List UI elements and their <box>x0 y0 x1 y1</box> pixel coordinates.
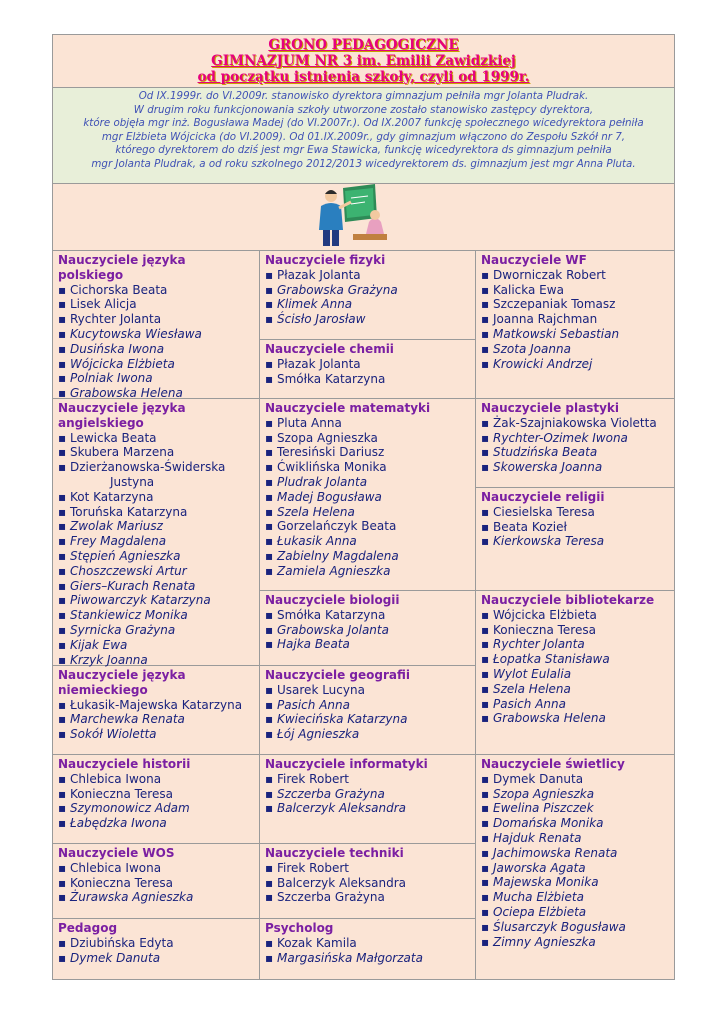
list-item: ▪ Szela Helena <box>481 682 674 697</box>
list-item: ▪ Usarek Lucyna <box>265 683 475 698</box>
list-item: ▪ Toruńska Katarzyna <box>58 505 259 520</box>
history-line: Od IX.1999r. do VI.2009r. stanowisko dyrektora gimnazjum pełniła mgr Jolanta Pludrak. <box>138 90 589 102</box>
list-item: ▪ Krzyk Joanna <box>58 653 259 668</box>
teacher-list <box>58 861 259 905</box>
list-item: ▪ Piwowarczyk Katarzyna <box>58 593 259 608</box>
list-item: ▪ Kierkowska Teresa <box>481 534 674 549</box>
list-item: ▪ Ścisło Jarosław <box>265 312 475 327</box>
section-niemiecki <box>53 666 259 755</box>
history-line: którego dyrektorem do dziś jest mgr Ewa Stawicka, funkcję wicedyrektora ds gimnazjum pełniła <box>115 144 612 156</box>
list-item: ▪ Ewelina Piszczek <box>481 801 674 816</box>
list-item: ▪ Chlebica Iwona <box>58 772 259 787</box>
list-item: ▪ Skowerska Joanna <box>481 460 674 475</box>
list-item: ▪ Beata Kozieł <box>481 520 674 535</box>
teacher-list <box>58 936 259 966</box>
section-historia <box>53 755 259 844</box>
section-title: Nauczyciele języka polskiego <box>58 253 186 282</box>
list-item: ▪ Hajka Beata <box>265 637 475 652</box>
list-item: ▪ Chlebica Iwona <box>58 861 259 876</box>
teacher-list <box>481 416 674 475</box>
list-item: ▪ Łukasik Anna <box>265 534 475 549</box>
list-item: ▪ Szczerba Grażyna <box>265 890 475 905</box>
list-item: ▪ Ciesielska Teresa <box>481 505 674 520</box>
section-wf <box>476 251 674 399</box>
list-item: ▪ Kozak Kamila <box>265 936 475 951</box>
section-title: Pedagog <box>58 921 118 935</box>
list-item: ▪ Dusińska Iwona <box>58 342 259 357</box>
list-item: ▪ Lewicka Beata <box>58 431 259 446</box>
section-title: Nauczyciele chemii <box>265 342 394 356</box>
teacher-list <box>481 268 674 372</box>
list-item: ▪ Żurawska Agnieszka <box>58 890 259 905</box>
list-item: ▪ Pasich Anna <box>265 698 475 713</box>
list-item: ▪ Rychter-Ozimek Iwona <box>481 431 674 446</box>
column-2 <box>260 251 476 979</box>
list-item: ▪ Grabowska Helena <box>481 711 674 726</box>
list-item: ▪ Smółka Katarzyna <box>265 608 475 623</box>
section-title: Nauczyciele geografii <box>265 668 410 682</box>
history-line: które objęła mgr inż. Bogusława Madej (do VI.2007r.). Od IX.2007 funkcję społecznego wicedyrektora pełniła <box>83 117 644 129</box>
list-item: ▪ Balcerzyk Aleksandra <box>265 876 475 891</box>
list-item: ▪ Studzińska Beata <box>481 445 674 460</box>
list-item: ▪ Teresiński Dariusz <box>265 445 475 460</box>
list-item: ▪ Dworniczak Robert <box>481 268 674 283</box>
list-item: ▪ Wójcicka Elżbieta <box>58 357 259 372</box>
list-item: ▪ Łopatka Stanisława <box>481 652 674 667</box>
list-item: ▪ Domańska Monika <box>481 816 674 831</box>
list-item: ▪ Grabowska Helena <box>58 386 259 401</box>
section-title: Nauczyciele fizyki <box>265 253 386 267</box>
list-item: ▪ Rychter Jolanta <box>58 312 259 327</box>
list-item: ▪ Grabowska Jolanta <box>265 623 475 638</box>
list-item: ▪ Pludrak Jolanta <box>265 475 475 490</box>
section-title: Nauczyciele matematyki <box>265 401 431 415</box>
list-item: ▪ Giers–Kurach Renata <box>58 579 259 594</box>
history-text <box>53 87 674 184</box>
teacher-list <box>265 608 475 652</box>
list-item: ▪ Wójcicka Elżbieta <box>481 608 674 623</box>
teacher-list <box>58 431 259 668</box>
list-item: ▪ Gorzelańczyk Beata <box>265 519 475 534</box>
list-item: ▪ Szopa Agnieszka <box>481 787 674 802</box>
list-item: ▪ Mucha Elżbieta <box>481 890 674 905</box>
page-header <box>53 35 674 87</box>
list-item: ▪ Szopa Agnieszka <box>265 431 475 446</box>
section-informatyka <box>260 755 475 844</box>
list-item: ▪ Kalicka Ewa <box>481 283 674 298</box>
list-item: ▪ Szczerba Grażyna <box>265 787 475 802</box>
section-title: Nauczyciele informatyki <box>265 757 428 771</box>
list-item: ▪ Firek Robert <box>265 861 475 876</box>
column-3 <box>476 251 674 979</box>
list-item: ▪ Dziubińska Edyta <box>58 936 259 951</box>
list-item: Justyna <box>110 474 155 489</box>
list-item: ▪ Joanna Rajchman <box>481 312 674 327</box>
teacher-list <box>265 683 475 742</box>
list-item: ▪ Łukasik-Majewska Katarzyna <box>58 698 259 713</box>
list-item: ▪ Sokół Wioletta <box>58 727 259 742</box>
teacher-list <box>481 608 674 726</box>
list-item: ▪ Rychter Jolanta <box>481 637 674 652</box>
section-title: Nauczyciele historii <box>58 757 191 771</box>
teacher-list <box>265 861 475 905</box>
section-title: Nauczyciele techniki <box>265 846 404 860</box>
section-title: Nauczyciele WOS <box>58 846 175 860</box>
section-pedagog <box>53 919 259 979</box>
list-item: ▪ Ćwiklińska Monika <box>265 460 475 475</box>
title-line-1: GRONO PEDAGOGICZNE <box>268 37 459 53</box>
teacher-list <box>265 357 475 387</box>
section-title: Nauczyciele plastyki <box>481 401 619 415</box>
section-angielski <box>53 399 259 666</box>
list-item: ▪ Szymonowicz Adam <box>58 801 259 816</box>
list-item: ▪ Balcerzyk Aleksandra <box>265 801 475 816</box>
section-swietlica <box>476 755 674 979</box>
teacher-list <box>481 505 674 549</box>
history-line: mgr Jolanta Pludrak, a od roku szkolnego 2012/2013 wicedyrektorem ds. gimnazjum jest mgr Anna Pluta. <box>91 157 636 170</box>
teacher-list <box>265 936 475 966</box>
list-item: ▪ Jachimowska Renata <box>481 846 674 861</box>
title-line-3: od początku istnienia szkoły, czyli od 1999r. <box>197 69 530 85</box>
history-line: mgr Elżbieta Wójcicka (do VI.2009). Od 01.IX.2009r., gdy gimnazjum włączono do Zespołu Szkół nr 7, <box>101 130 626 143</box>
list-item: ▪ Syrnicka Grażyna <box>58 623 259 638</box>
list-item: ▪ Majewska Monika <box>481 875 674 890</box>
list-item: ▪ Ślusarczyk Bogusława <box>481 920 674 935</box>
history-line: W drugim roku funkcjonowania szkoły utworzone zostało stanowisko zastępcy dyrektora, <box>133 103 594 116</box>
list-item: ▪ Krowicki Andrzej <box>481 357 674 372</box>
list-item: ▪ Stępień Agnieszka <box>58 549 259 564</box>
list-item: ▪ Cichorska Beata <box>58 283 259 298</box>
list-item: ▪ Grabowska Grażyna <box>265 283 475 298</box>
section-religia <box>476 488 674 591</box>
teacher-list <box>58 698 259 742</box>
list-item: ▪ Konieczna Teresa <box>58 787 259 802</box>
section-technika <box>260 844 475 919</box>
list-item: ▪ Zwolak Mariusz <box>58 519 259 534</box>
list-item: ▪ Pasich Anna <box>481 697 674 712</box>
list-item: ▪ Szczepaniak Tomasz <box>481 297 674 312</box>
section-biblioteka <box>476 591 674 755</box>
section-title: Nauczyciele języka niemieckiego <box>58 668 186 697</box>
list-item: ▪ Kot Katarzyna <box>58 490 259 505</box>
list-item: ▪ Hajduk Renata <box>481 831 674 846</box>
illustration-row <box>53 184 674 251</box>
section-title: Psycholog <box>265 921 334 935</box>
section-title: Nauczyciele biologii <box>265 593 400 607</box>
list-item: ▪ Konieczna Teresa <box>58 876 259 891</box>
list-item: ▪ Dzierżanowska-Świderska <box>58 460 259 475</box>
list-item: ▪ Konieczna Teresa <box>481 623 674 638</box>
section-fizyka <box>260 251 475 340</box>
list-item: ▪ Skubera Marzena <box>58 445 259 460</box>
list-item: ▪ Margasińska Małgorzata <box>265 951 475 966</box>
list-item: ▪ Choszczewski Artur <box>58 564 259 579</box>
list-item: ▪ Marchewka Renata <box>58 712 259 727</box>
teacher-list <box>265 772 475 816</box>
teacher-list <box>265 268 475 327</box>
list-item: ▪ Dymek Danuta <box>481 772 674 787</box>
section-geografia <box>260 666 475 755</box>
section-title: Nauczyciele religii <box>481 490 605 504</box>
section-polski <box>53 251 259 399</box>
list-item: ▪ Jaworska Agata <box>481 861 674 876</box>
list-item: ▪ Wylot Eulalia <box>481 667 674 682</box>
list-item: ▪ Płazak Jolanta <box>265 268 475 283</box>
list-item: ▪ Ociepa Elżbieta <box>481 905 674 920</box>
list-item: ▪ Klimek Anna <box>265 297 475 312</box>
section-plastyka <box>476 399 674 488</box>
list-item: ▪ Żak-Szajniakowska Violetta <box>481 416 674 431</box>
section-wos <box>53 844 259 919</box>
section-matematyka <box>260 399 475 591</box>
list-item: ▪ Zamiela Agnieszka <box>265 564 475 579</box>
list-item: ▪ Zabielny Magdalena <box>265 549 475 564</box>
list-item: ▪ Szela Helena <box>265 505 475 520</box>
list-item: ▪ Pluta Anna <box>265 416 475 431</box>
list-item: ▪ Kwiecińska Katarzyna <box>265 712 475 727</box>
list-item: ▪ Madej Bogusława <box>265 490 475 505</box>
list-item: ▪ Łabędzka Iwona <box>58 816 259 831</box>
teacher-list <box>265 416 475 579</box>
teacher-list <box>58 772 259 831</box>
section-biologia <box>260 591 475 666</box>
teacher-list <box>481 772 674 950</box>
column-1 <box>53 251 260 979</box>
section-title: Nauczyciele świetlicy <box>481 757 625 771</box>
teacher-at-blackboard-icon <box>313 184 393 250</box>
list-item: ▪ Płazak Jolanta <box>265 357 475 372</box>
list-item: ▪ Kijak Ewa <box>58 638 259 653</box>
subjects-grid <box>53 251 674 979</box>
list-item: ▪ Kucytowska Wiesława <box>58 327 259 342</box>
teacher-list <box>58 283 259 401</box>
section-title: Nauczyciele WF <box>481 253 587 267</box>
section-chemia <box>260 340 475 399</box>
title-line-2: GIMNAZJUM NR 3 im. Emilii Zawidzkiej <box>211 53 516 69</box>
section-title: Nauczyciele bibliotekarze <box>481 593 655 607</box>
section-psycholog <box>260 919 475 979</box>
staff-table <box>52 34 675 980</box>
list-item: ▪ Firek Robert <box>265 772 475 787</box>
list-item: ▪ Polniak Iwona <box>58 371 259 386</box>
list-item: ▪ Zimny Agnieszka <box>481 935 674 950</box>
list-item: ▪ Dymek Danuta <box>58 951 259 966</box>
list-item: ▪ Łój Agnieszka <box>265 727 475 742</box>
list-item: ▪ Matkowski Sebastian <box>481 327 674 342</box>
list-item: ▪ Frey Magdalena <box>58 534 259 549</box>
list-item: ▪ Szota Joanna <box>481 342 674 357</box>
section-title: Nauczyciele języka angielskiego <box>58 401 186 430</box>
list-item: ▪ Stankiewicz Monika <box>58 608 259 623</box>
list-item: ▪ Smółka Katarzyna <box>265 372 475 387</box>
list-item: ▪ Lisek Alicja <box>58 297 259 312</box>
